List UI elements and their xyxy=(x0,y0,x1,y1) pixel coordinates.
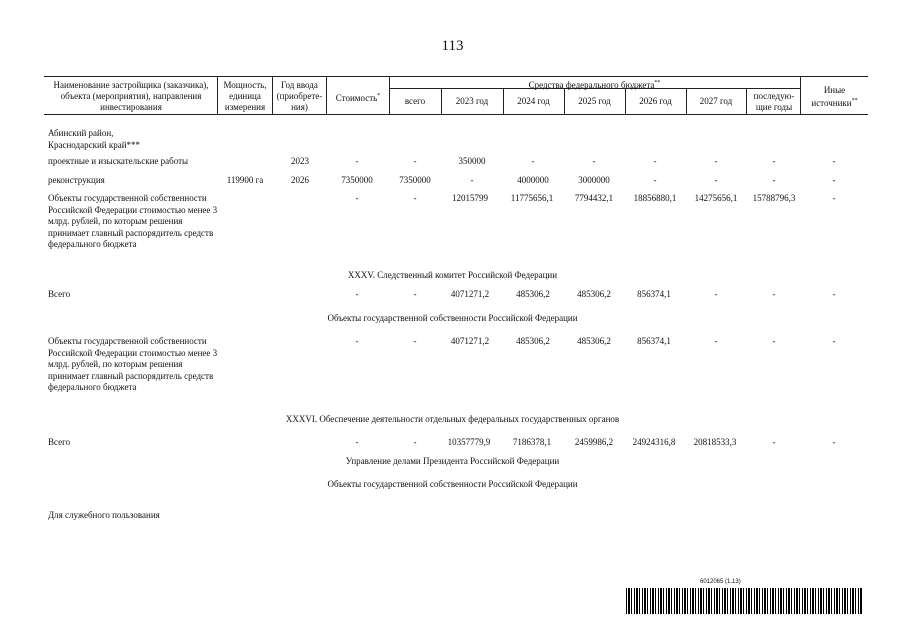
cell-year: 2023 xyxy=(291,156,309,166)
cell-2026: 18856880,1 xyxy=(633,193,677,203)
header-later: последую-щие годы xyxy=(753,91,795,112)
cell-2027: - xyxy=(714,175,718,185)
cell-total: - xyxy=(413,437,417,447)
cell-capacity: 119900 га xyxy=(226,175,264,185)
cell-total: - xyxy=(413,289,417,299)
header-2027: 2027 год xyxy=(699,96,733,106)
cell-2027: - xyxy=(714,336,718,346)
cell-cost: - xyxy=(355,193,359,203)
cell-total: - xyxy=(413,156,417,166)
row-name: Всего xyxy=(48,437,71,447)
cell-other: - xyxy=(832,156,836,166)
table-top-border xyxy=(44,76,868,77)
cell-2025: 3000000 xyxy=(578,175,610,185)
cell-year: 2026 xyxy=(291,175,309,185)
restricted-notice: Для служебного пользования xyxy=(48,510,160,520)
cell-other: - xyxy=(832,437,836,447)
cell-total: - xyxy=(413,193,417,203)
cell-other: - xyxy=(832,193,836,203)
cell-later: - xyxy=(772,289,776,299)
section-title: Объекты государственной собственности Российской Федерации xyxy=(327,479,578,489)
header-2025: 2025 год xyxy=(578,96,611,106)
cell-2024: 485306,2 xyxy=(516,289,550,299)
cell-2026: 856374,1 xyxy=(637,336,671,346)
header-other: Иные источники** xyxy=(811,85,858,108)
cell-2027: - xyxy=(714,289,718,299)
cell-other: - xyxy=(832,336,836,346)
row-name: Объекты государственной собственности Российской Федерации стоимостью менее 3 млрд. рублей, по которым решения принимает главный распорядитель средств федерального бюджета xyxy=(48,336,218,392)
cell-2025: - xyxy=(592,156,596,166)
cell-2026: 24924316,8 xyxy=(632,437,676,447)
cell-2023: 4071271,2 xyxy=(450,336,490,346)
cell-2025: 7794432,1 xyxy=(574,193,614,203)
cell-2027: 20818533,3 xyxy=(693,437,737,447)
cell-2025: 2459986,2 xyxy=(574,437,614,447)
row-name: Абинский район, Краснодарский край*** xyxy=(48,128,141,150)
row-name: Всего xyxy=(48,289,71,299)
header-cost: Стоимость* xyxy=(335,93,381,103)
header-federal: Средства федерального бюджета** xyxy=(528,80,661,90)
cell-other: - xyxy=(832,175,836,185)
section-title: Объекты государственной собственности Российской Федерации xyxy=(327,313,578,323)
cell-2025: 485306,2 xyxy=(577,289,611,299)
cell-2023: 12015799 xyxy=(452,193,488,203)
cell-later: - xyxy=(772,175,776,185)
cell-2024: 4000000 xyxy=(517,175,549,185)
cell-2027: - xyxy=(714,156,718,166)
cell-2024: 11775656,1 xyxy=(510,193,554,203)
cell-cost: - xyxy=(355,156,359,166)
page-number: 113 xyxy=(441,38,464,54)
header-total: всего xyxy=(404,96,426,106)
cell-later: 15788796,3 xyxy=(752,193,796,203)
cell-2026: 856374,1 xyxy=(637,289,671,299)
cell-other: - xyxy=(832,289,836,299)
header-year: Год ввода (приобрете-ния) xyxy=(276,80,323,112)
cell-total: - xyxy=(413,336,417,346)
cell-2023: 350000 xyxy=(458,156,486,166)
cell-2024: 485306,2 xyxy=(516,336,550,346)
section-title: Управление делами Президента Российской Федерации xyxy=(345,456,560,466)
row-name: реконструкция xyxy=(48,175,105,185)
cell-2024: 7186378,1 xyxy=(512,437,552,447)
cell-later: - xyxy=(772,437,776,447)
cell-cost: 7350000 xyxy=(341,175,373,185)
cell-2024: - xyxy=(531,156,535,166)
barcode xyxy=(626,588,863,614)
cell-2023: 10357779,9 xyxy=(447,437,491,447)
section-title: XXXV. Следственный комитет Российской Федерации xyxy=(347,270,558,280)
header-2026: 2026 год xyxy=(639,96,672,106)
table-header-bottom-border xyxy=(44,114,868,115)
row-name: проектные и изыскательские работы xyxy=(48,156,189,166)
cell-cost: - xyxy=(355,336,359,346)
cell-2023: - xyxy=(470,175,474,185)
header-name: Наименование застройщика (заказчика), объекта (мероприятия), направления инвестирования xyxy=(53,80,209,112)
cell-2027: 14275656,1 xyxy=(694,193,738,203)
cell-cost: - xyxy=(355,289,359,299)
header-capacity: Мощность, единица измерения xyxy=(223,80,267,112)
col-divider xyxy=(746,88,747,114)
cell-later: - xyxy=(772,156,776,166)
cell-2026: - xyxy=(653,175,657,185)
row-name: Объекты государственной собственности Российской Федерации стоимостью менее 3 млрд. рублей, по которым решения принимает главный распорядитель средств федерального бюджета xyxy=(48,193,218,249)
cell-2025: 485306,2 xyxy=(577,336,611,346)
cell-2026: - xyxy=(653,156,657,166)
header-2024: 2024 год xyxy=(517,96,550,106)
cell-later: - xyxy=(772,336,776,346)
cell-cost: - xyxy=(355,437,359,447)
barcode-label: 6012065 (1.13) xyxy=(700,579,741,585)
cell-2023: 4071271,2 xyxy=(450,289,490,299)
section-title: XXXVI. Обеспечение деятельности отдельных федеральных государственных органов xyxy=(285,414,620,424)
cell-total: 7350000 xyxy=(399,175,431,185)
header-2023: 2023 год xyxy=(455,96,489,106)
